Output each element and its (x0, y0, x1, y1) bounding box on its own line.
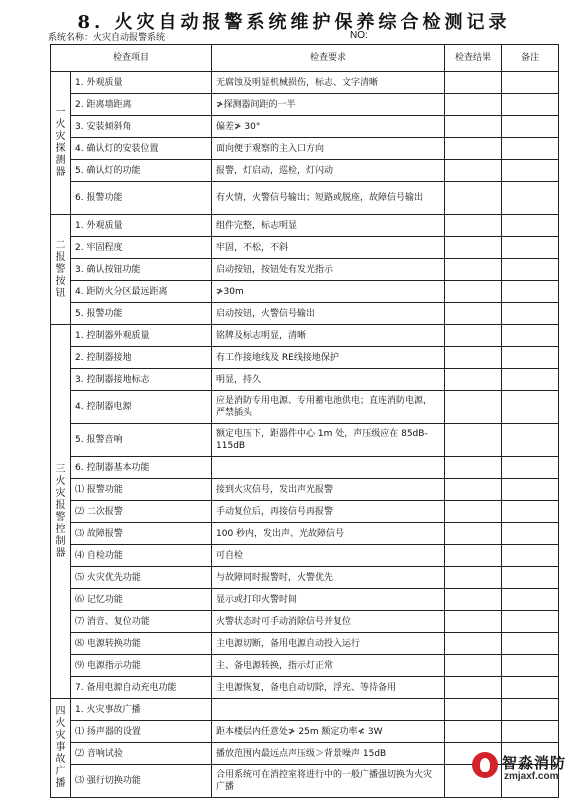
item-cell: ⑺ 消音、复位功能 (71, 611, 212, 633)
note-cell[interactable] (502, 325, 559, 347)
note-cell[interactable] (502, 281, 559, 303)
table-row (51, 281, 559, 303)
result-cell[interactable] (445, 545, 502, 567)
item-cell: ⑻ 电源转换功能 (71, 633, 212, 655)
item-cell: 6. 控制器基本功能 (71, 457, 212, 479)
item-cell: 1. 火灾事故广播 (71, 699, 212, 721)
requirement-cell: 100 秒内，发出声、光故障信号 (212, 523, 445, 545)
result-cell[interactable] (445, 94, 502, 116)
category-cell: 四火灾事故广播 (51, 699, 71, 798)
result-cell[interactable] (445, 72, 502, 94)
logo-domain: zmjaxf.com (504, 771, 559, 782)
item-cell: ⑴ 报警功能 (71, 479, 212, 501)
header-note: 备注 (502, 45, 559, 72)
category-cell: 二报警按钮 (51, 215, 71, 325)
result-cell[interactable] (445, 215, 502, 237)
table-row (51, 160, 559, 182)
result-cell[interactable] (445, 523, 502, 545)
note-cell[interactable] (502, 116, 559, 138)
result-cell[interactable] (445, 347, 502, 369)
requirement-cell: ≯探测器间距的一半 (212, 94, 445, 116)
note-cell[interactable] (502, 182, 559, 215)
result-cell[interactable] (445, 611, 502, 633)
note-cell[interactable] (502, 457, 559, 479)
note-cell[interactable] (502, 523, 559, 545)
table-row (51, 237, 559, 259)
note-cell[interactable] (502, 424, 559, 457)
requirement-cell: ≯30m (212, 281, 445, 303)
page-title: 8. 火灾自动报警系统维护保养综合检测记录 (77, 12, 511, 33)
table-row (51, 369, 559, 391)
note-cell[interactable] (502, 347, 559, 369)
note-cell[interactable] (502, 589, 559, 611)
note-cell[interactable] (502, 391, 559, 424)
item-cell: 4. 控制器电源 (71, 391, 212, 424)
note-cell[interactable] (502, 567, 559, 589)
requirement-cell: 有工作接地线及 RE线接地保护 (212, 347, 445, 369)
note-cell[interactable] (502, 259, 559, 281)
item-cell: 2. 牢固程度 (71, 237, 212, 259)
table-row (51, 567, 559, 589)
result-cell[interactable] (445, 479, 502, 501)
requirement-cell: 接到火灾信号，发出声光报警 (212, 479, 445, 501)
table-row (51, 633, 559, 655)
item-cell: ⑷ 自检功能 (71, 545, 212, 567)
header-item: 检查项目 (51, 45, 212, 72)
note-cell[interactable] (502, 72, 559, 94)
item-cell: 7. 备用电源自动充电功能 (71, 677, 212, 699)
table-row (51, 94, 559, 116)
result-cell[interactable] (445, 589, 502, 611)
item-cell: 2. 控制器接地 (71, 347, 212, 369)
watermark-logo (470, 748, 580, 788)
record-number-label: NO: (350, 30, 368, 41)
note-cell[interactable] (502, 611, 559, 633)
table-row (51, 677, 559, 699)
result-cell[interactable] (445, 699, 502, 721)
table-row (51, 215, 559, 237)
requirement-cell: 铭牌及标志明显，清晰 (212, 325, 445, 347)
note-cell[interactable] (502, 303, 559, 325)
table-row (51, 347, 559, 369)
category-cell: 一火灾探测器 (51, 72, 71, 215)
table-row (51, 479, 559, 501)
table-row (51, 259, 559, 281)
result-cell[interactable] (445, 391, 502, 424)
table-header-row (51, 45, 559, 72)
item-cell: 1. 外观质量 (71, 215, 212, 237)
item-cell: 3. 安装倾斜角 (71, 116, 212, 138)
table-row (51, 699, 559, 721)
requirement-cell: 合用系统可在消控室将进行中的一般广播强切换为火灾广播 (212, 765, 445, 798)
note-cell[interactable] (502, 699, 559, 721)
note-cell[interactable] (502, 655, 559, 677)
item-cell: 5. 报警音响 (71, 424, 212, 457)
result-cell[interactable] (445, 501, 502, 523)
table-row (51, 325, 559, 347)
item-cell: 3. 控制器接地标志 (71, 369, 212, 391)
result-cell[interactable] (445, 237, 502, 259)
item-cell: ⑸ 火灾优先功能 (71, 567, 212, 589)
result-cell[interactable] (445, 655, 502, 677)
result-cell[interactable] (445, 325, 502, 347)
requirement-cell: 启动按钮，按钮处有发光指示 (212, 259, 445, 281)
result-cell[interactable] (445, 457, 502, 479)
requirement-cell: 火警状态时可手动消除信号并复位 (212, 611, 445, 633)
item-cell: 5. 确认灯的功能 (71, 160, 212, 182)
note-cell[interactable] (502, 215, 559, 237)
result-cell[interactable] (445, 138, 502, 160)
note-cell[interactable] (502, 501, 559, 523)
item-cell: ⑶ 故障报警 (71, 523, 212, 545)
requirement-cell: 牢固，不松，不斜 (212, 237, 445, 259)
result-cell[interactable] (445, 160, 502, 182)
item-cell: 2. 距离墙距离 (71, 94, 212, 116)
requirement-cell: 有火情，火警信号输出；短路或脱座，故障信号输出 (212, 182, 445, 215)
header-requirement: 检查要求 (212, 45, 445, 72)
table-row (51, 501, 559, 523)
result-cell[interactable] (445, 721, 502, 743)
table-row (51, 721, 559, 743)
item-cell: ⑼ 电源指示功能 (71, 655, 212, 677)
item-cell: 1. 外观质量 (71, 72, 212, 94)
requirement-cell: 启动按钮，火警信号输出 (212, 303, 445, 325)
requirement-cell: 手动复位后，再接信号再报警 (212, 501, 445, 523)
result-cell[interactable] (445, 116, 502, 138)
note-cell[interactable] (502, 633, 559, 655)
table-row (51, 182, 559, 215)
note-cell[interactable] (502, 160, 559, 182)
requirement-cell: 主电源恢复，备电自动切除，浮充、等待备用 (212, 677, 445, 699)
requirement-cell: 面向便于观察的主入口方向 (212, 138, 445, 160)
requirement-cell: 应是消防专用电源、专用蓄电池供电；直连消防电源，严禁插头 (212, 391, 445, 424)
note-cell[interactable] (502, 545, 559, 567)
requirement-cell: 主电源切断，备用电源自动投入运行 (212, 633, 445, 655)
table-body (51, 72, 559, 798)
table-row (51, 457, 559, 479)
table-row (51, 116, 559, 138)
note-cell[interactable] (502, 138, 559, 160)
item-cell: ⑹ 记忆功能 (71, 589, 212, 611)
result-cell[interactable] (445, 281, 502, 303)
item-cell: 3. 确认按钮功能 (71, 259, 212, 281)
note-cell[interactable] (502, 369, 559, 391)
system-name-label: 系统名称：火灾自动报警系统 (48, 33, 166, 43)
result-cell[interactable] (445, 677, 502, 699)
category-cell: 三火灾报警控制器 (51, 325, 71, 699)
table-row (51, 391, 559, 424)
table-row (51, 611, 559, 633)
note-cell[interactable] (502, 237, 559, 259)
result-cell[interactable] (445, 303, 502, 325)
header-result: 检查结果 (445, 45, 502, 72)
requirement-cell: 显示或打印火警时间 (212, 589, 445, 611)
item-cell: 4. 确认灯的安装位置 (71, 138, 212, 160)
requirement-cell: 偏差≯ 30° (212, 116, 445, 138)
requirement-cell (212, 457, 445, 479)
note-cell[interactable] (502, 677, 559, 699)
requirement-cell: 与故障同时报警时，火警优先 (212, 567, 445, 589)
result-cell[interactable] (445, 182, 502, 215)
result-cell[interactable] (445, 259, 502, 281)
table-row (51, 138, 559, 160)
table-row (51, 589, 559, 611)
item-cell: 6. 报警功能 (71, 182, 212, 215)
requirement-cell: 额定电压下，距器件中心 1m 处，声压级应在 85dB-115dB (212, 424, 445, 457)
table-row (51, 424, 559, 457)
table-row (51, 655, 559, 677)
item-cell: ⑴ 扬声器的设置 (71, 721, 212, 743)
item-cell: 5. 报警功能 (71, 303, 212, 325)
flame-logo-icon (472, 752, 498, 778)
table-row (51, 545, 559, 567)
requirement-cell: 可自检 (212, 545, 445, 567)
item-cell: ⑵ 二次报警 (71, 501, 212, 523)
item-cell: 1. 控制器外观质量 (71, 325, 212, 347)
inspection-table (50, 44, 559, 798)
requirement-cell: 无腐蚀及明显机械损伤，标志、文字清晰 (212, 72, 445, 94)
item-cell: ⑵ 音响试验 (71, 743, 212, 765)
note-cell[interactable] (502, 721, 559, 743)
requirement-cell: 组件完整，标志明显 (212, 215, 445, 237)
table-row (51, 303, 559, 325)
requirement-cell: 距本楼层内任意处≯ 25m 额定功率≮ 3W (212, 721, 445, 743)
note-cell[interactable] (502, 94, 559, 116)
requirement-cell: 播放范围内最远点声压级＞背景噪声 15dB (212, 743, 445, 765)
requirement-cell: 明显，持久 (212, 369, 445, 391)
requirement-cell: 主、备电源转换，指示灯正常 (212, 655, 445, 677)
requirement-cell (212, 699, 445, 721)
note-cell[interactable] (502, 479, 559, 501)
result-cell[interactable] (445, 424, 502, 457)
item-cell: ⑶ 强行切换功能 (71, 765, 212, 798)
table-row (51, 523, 559, 545)
logo-name: 智淼消防 (502, 754, 567, 772)
result-cell[interactable] (445, 633, 502, 655)
requirement-cell: 报警，灯启动，巡检，灯闪动 (212, 160, 445, 182)
table-row (51, 72, 559, 94)
result-cell[interactable] (445, 369, 502, 391)
item-cell: 4. 距防火分区最远距离 (71, 281, 212, 303)
result-cell[interactable] (445, 567, 502, 589)
